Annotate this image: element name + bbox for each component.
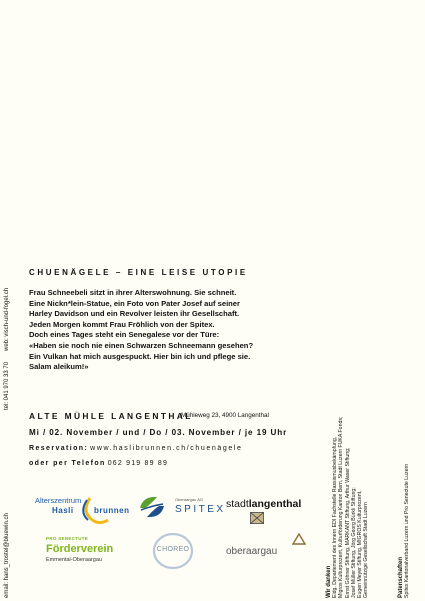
spitex-text: SPITEX [175,504,226,515]
stadt-langenthal-logo [226,498,306,524]
spitex-leaf-icon [137,494,167,520]
emmental-oberaargau-text: Emmental-Oberaargau [46,557,102,563]
thanks-line: Ernst Göhner Stiftung, MARKANT Stiftung, Arthur Waser Stiftung; [344,447,351,598]
story-line: Harley Davidson und ein Revolver leisten ihr Gesellschaft. [29,309,240,319]
patronage-block [398,464,410,598]
choreo-text: CHOREO [156,546,190,553]
thanks-line: Josef Müller Stiftung, Jörg Georg Bürkli Stiftung; [350,487,357,598]
thanks-line: Eidg. Departement des Innern EDI Fachstelle Rassismusbekämpfung, [332,436,339,598]
story-line: Jeden Morgen kommt Frau Fröhlich von der Spitex. [29,319,215,329]
spitex-subtitle: Oberaargau AG [175,497,204,502]
thanks-line: Eugen Meyer Stiftung, MIGROS Kulturprozent, [357,490,364,598]
langenthal-crest-icon [250,512,264,524]
oberaargau-logo [226,533,308,563]
pro-senectute-text: PRO SENECTUTE [46,536,89,541]
story-line: Eine Nickn*lein-Statue, ein Foto von Pater Josef auf seiner [29,298,240,308]
oberaargau-mark-icon [292,533,306,545]
patronage-heading: Patenschaften [398,556,404,598]
venue-address: Mühleweg 23, 4900 Langenthal [181,412,269,419]
thanks-block [326,417,369,598]
story-line: Doch eines Tages steht ein Senegalese vor der Türe: [29,330,220,340]
foerderverein-text: Förderverein [46,543,114,555]
spitex-logo [137,494,226,520]
thanks-line: Migros Kulturprozent, Kulturförderung Kanton Bern, Stadt Luzern FUKA Fonds; [338,416,345,598]
patronage-line: Spitex Kantonalverband Luzern und Pro Senectute Luzern [404,463,411,598]
brunnen-text: brunnen [94,506,130,515]
reservation-link[interactable]: www.haslibrunnen.ch/chuenägele [90,445,243,452]
venue-name: ALTE MÜHLE LANGENTHAL [29,411,193,421]
contact-email[interactable]: email: hans_trostel@bluewin.ch [4,513,10,598]
hasli-text: Hasli [52,506,74,515]
phone-label: oder per Telefon [29,460,106,467]
story-line: «Haben sie noch nie einen Schwarzen Schneemann gesehen? [29,340,254,350]
performance-dates: Mi / 02. November / und / Do / 03. November / je 19 Uhr [29,428,288,437]
reservation-line [29,445,242,452]
play-title: CHUENÄGELE – EINE LEISE UTOPIE [29,268,248,277]
thanks-line: Gemeinnützige Gesellschaft Stadt Luzern [363,502,370,598]
contact-web[interactable]: web: visch-und-fogel.ch [4,287,10,351]
story-line: Frau Schneebeli sitzt in ihrer Alterswohnung. Sie schneit. [29,288,237,297]
pro-senectute-foerderverein-logo [46,536,136,570]
alterszentrum-text: Alterszentrum [35,496,82,505]
choreo-logo [151,531,195,571]
phone-number: 062 919 89 89 [107,460,169,467]
stadt-langenthal-text: stadtlangenthal [226,498,302,510]
oberaargau-text: oberaargau [226,546,278,557]
phone-line [29,460,168,467]
alterszentrum-haslibrunnen-logo [32,496,132,526]
story-text [29,288,301,373]
thanks-heading: Wir danken [326,565,332,598]
story-line: Ein Vulkan hat mich ausgespuckt. Hier bin ich und pflege sie. [29,351,251,361]
story-line: Salam aleikum!» [29,362,89,372]
reservation-label: Reservation: [29,445,89,452]
contact-tel: tel: 041 970 33 70 [4,361,10,410]
